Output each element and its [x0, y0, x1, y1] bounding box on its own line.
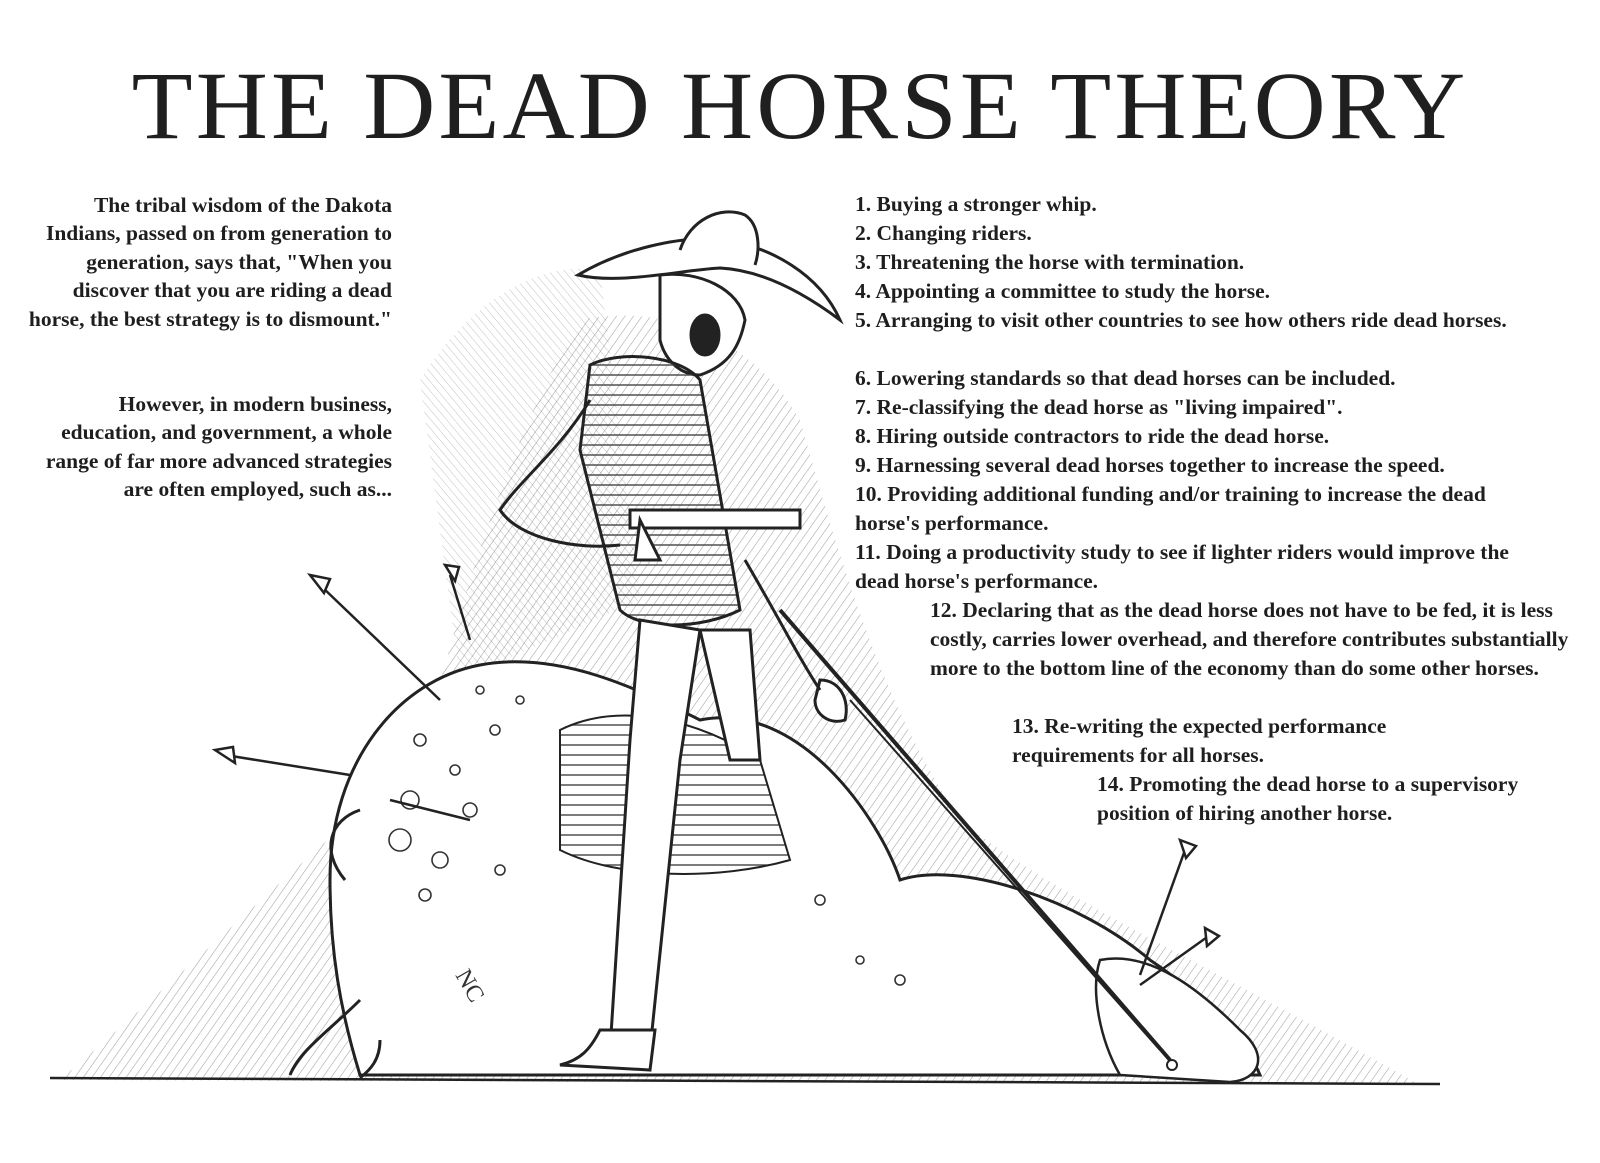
strategy-item: 14. Promoting the dead horse to a supervisory position of hiring another horse. — [1097, 772, 1519, 825]
page-title: THE DEAD HORSE THEORY — [131, 52, 1469, 159]
strategy-item: 12. Declaring that as the dead horse does not have to be fed, it is less costly, carries lower overhead, and therefore contributes substantially more to the bottom line of the economy than do some other horses. — [930, 598, 1569, 680]
strategy-item: 10. Providing additional funding and/or training to increase the dead horse's performance. — [855, 482, 1486, 535]
strategy-item: 7. Re-classifying the dead horse as "living impaired". — [855, 395, 1343, 419]
strategy-item: 9. Harnessing several dead horses together to increase the speed. — [855, 453, 1445, 477]
strategy-item: 11. Doing a productivity study to see if lighter riders would improve the dead horse's performance. — [855, 540, 1509, 593]
strategy-item: 5. Arranging to visit other countries to see how others ride dead horses. — [855, 308, 1507, 332]
strategy-item: 13. Re-writing the expected performance requirements for all horses. — [1012, 714, 1387, 767]
strategy-item: 6. Lowering standards so that dead horses can be included. — [855, 366, 1396, 390]
strategy-item: 3. Threatening the horse with termination. — [855, 250, 1245, 274]
strategy-item: 1. Buying a stronger whip. — [855, 192, 1097, 216]
intro-paragraph-wisdom: The tribal wisdom of the Dakota Indians, passed on from generation to generation, says that, "When you discover that you are riding a dead horse, the best strategy is to dismount." — [28, 193, 392, 331]
strategy-item: 4. Appointing a committee to study the horse. — [855, 279, 1271, 303]
strategy-item: 2. Changing riders. — [855, 221, 1032, 245]
intro-paragraph-strategies: However, in modern business, education, and government, a whole range of far more advanced strategies are often employed, such as... — [45, 392, 392, 502]
artist-signature: NC — [449, 965, 489, 1007]
strategy-item: 8. Hiring outside contractors to ride the dead horse. — [855, 424, 1330, 448]
